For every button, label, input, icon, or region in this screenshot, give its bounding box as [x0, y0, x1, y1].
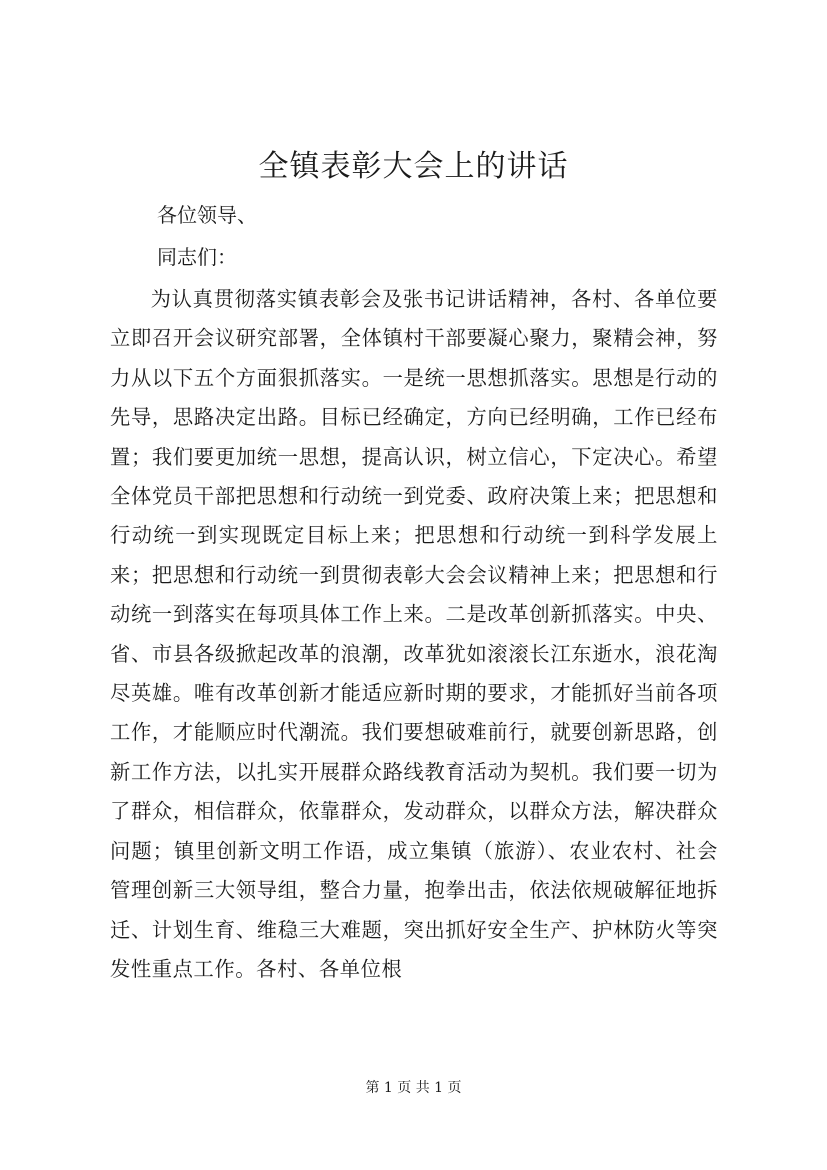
page-title: 全镇表彰大会上的讲话: [258, 149, 569, 184]
speech-body-paragraph: 为认真贯彻落实镇表彰会及张书记讲话精神，各村、各单位要立即召开会议研究部署，全体镇村干部要凝心聚力，聚精会神，努力从以下五个方面狠抓落实。一是统一思想抓落实。思想是行动的先导，思路决定出路。目标已经确定，方向已经明确，工作已经布置；我们要更加统一思想，提高认识，树立信心，下定决心。希望全体党员干部把思想和行动统一到党委、政府决策上来；把思想和行动统一到实现既定目标上来；把思想和行动统一到科学发展上来；把思想和行动统一到贯彻表彰大会会议精神上来；把思想和行动统一到落实在每项具体工作上来。二是改革创新抓落实。中央、省、市县各级掀起改革的浪潮，改革犹如滚滚长江东逝水，浪花淘尽英雄。唯有改革创新才能适应新时期的要求，才能抓好当前各项工作，才能顺应时代潮流。我们要想破难前行，就要创新思路，创新工作方法，以扎实开展群众路线教育活动为契机。我们要一切为了群众，相信群众，依靠群众，发动群众，以群众方法，解决群众问题；镇里创新文明工作语，成立集镇（旅游）、农业农村、社会管理创新三大领导组，整合力量，抱拳出击，依法依规破解征地拆迁、计划生育、维稳三大难题，突出抓好安全生产、护林防火等突发性重点工作。各村、各单位根: [110, 287, 718, 981]
salutation-comrades: 同志们：: [157, 245, 237, 269]
page-footer: 第 1 页 共 1 页: [365, 1080, 462, 1096]
salutation-leaders: 各位领导、: [157, 203, 257, 227]
